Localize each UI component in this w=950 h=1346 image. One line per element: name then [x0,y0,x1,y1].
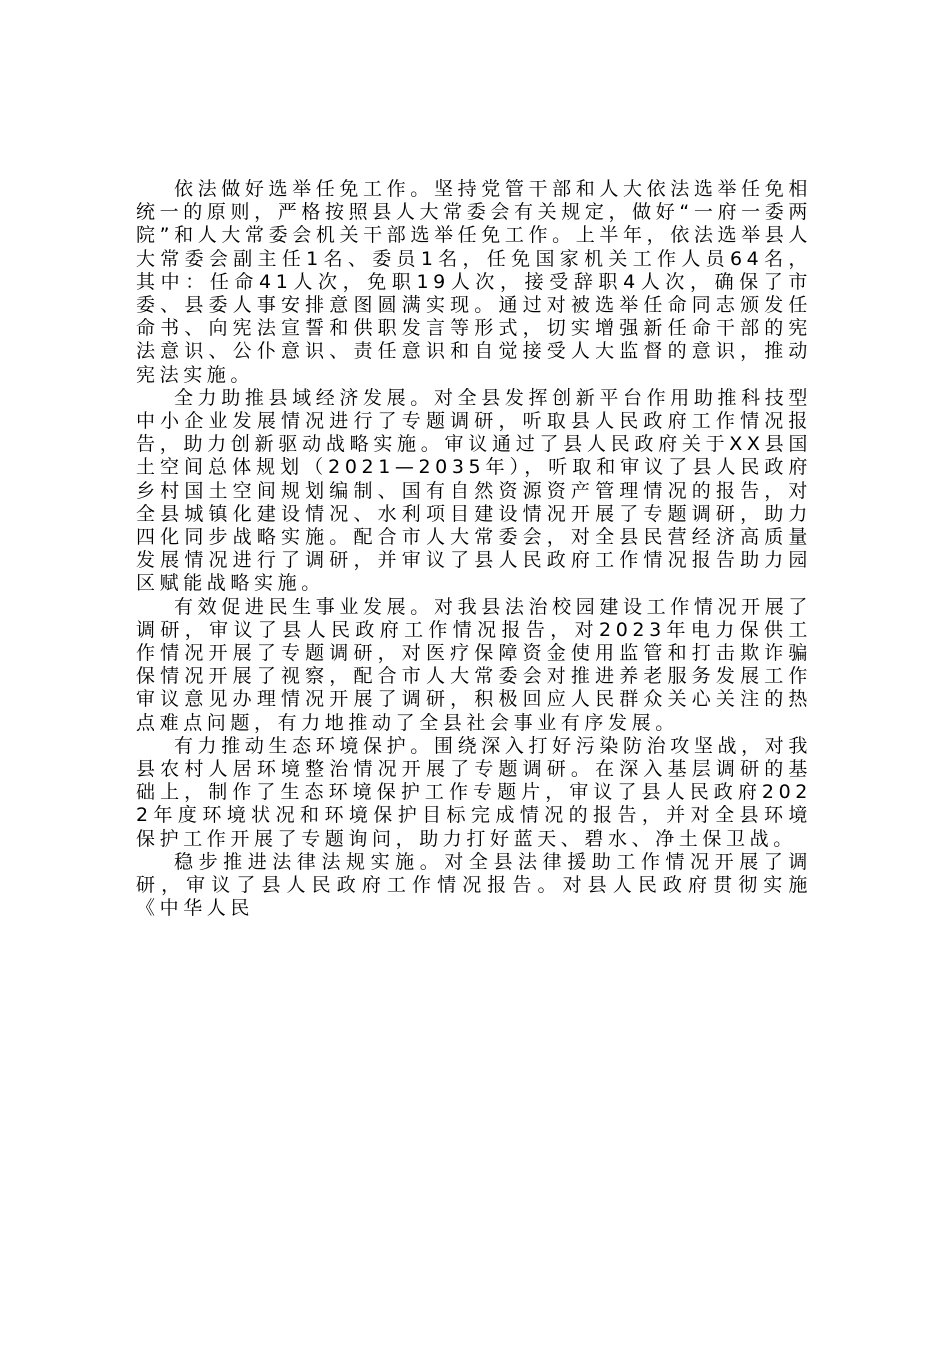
document-body [136,178,812,921]
paragraph-county-economy: 全力助推县域经济发展。对全县发挥创新平台作用助推科技型中小企业发展情况进行了专题调研，听取县人民政府工作情况报告，助力创新驱动战略实施。审议通过了县人民政府关于XX县国土空间总体规划（2021—2035年），听取和审议了县人民政府乡村国土空间规划编制、国有自然资源资产管理情况的报告，对全县城镇化建设情况、水利项目建设情况开展了专题调研，助力四化同步战略实施。配合市人大常委会，对全县民营经济高质量发展情况进行了调研，并审议了县人民政府工作情况报告助力园区赋能战略实施。 [136,386,812,595]
paragraph-livelihood: 有效促进民生事业发展。对我县法治校园建设工作情况开展了调研，审议了县人民政府工作情况报告，对2023年电力保供工作情况开展了专题调研，对医疗保障资金使用监管和打击欺诈骗保情况开展了视察，配合市人大常委会对推进养老服务发展工作审议意见办理情况开展了调研，积极回应人民群众关心关注的热点难点问题，有力地推动了全县社会事业有序发展。 [136,595,812,734]
paragraph-law-implementation: 稳步推进法律法规实施。对全县法律援助工作情况开展了调研，审议了县人民政府工作情况报告。对县人民政府贯彻实施《中华人民 [136,850,812,920]
paragraph-ecology: 有力推动生态环境保护。围绕深入打好污染防治攻坚战，对我县农村人居环境整治情况开展了专题调研。在深入基层调研的基础上，制作了生态环境保护工作专题片，审议了县人民政府2022年度环境状况和环境保护目标完成情况的报告，并对全县环境保护工作开展了专题询问，助力打好蓝天、碧水、净土保卫战。 [136,734,812,850]
paragraph-election-appointment: 依法做好选举任免工作。坚持党管干部和人大依法选举任免相统一的原则，严格按照县人大常委会有关规定，做好“一府一委两院”和人大常委会机关干部选举任免工作。上半年，依法选举县人大常委会副主任1名、委员1名，任免国家机关工作人员64名，其中：任命41人次，免职19人次，接受辞职4人次，确保了市委、县委人事安排意图圆满实现。通过对被选举任命同志颁发任命书、向宪法宣誓和供职发言等形式，切实增强新任命干部的宪法意识、公仆意识、责任意识和自觉接受人大监督的意识，推动宪法实施。 [136,178,812,386]
